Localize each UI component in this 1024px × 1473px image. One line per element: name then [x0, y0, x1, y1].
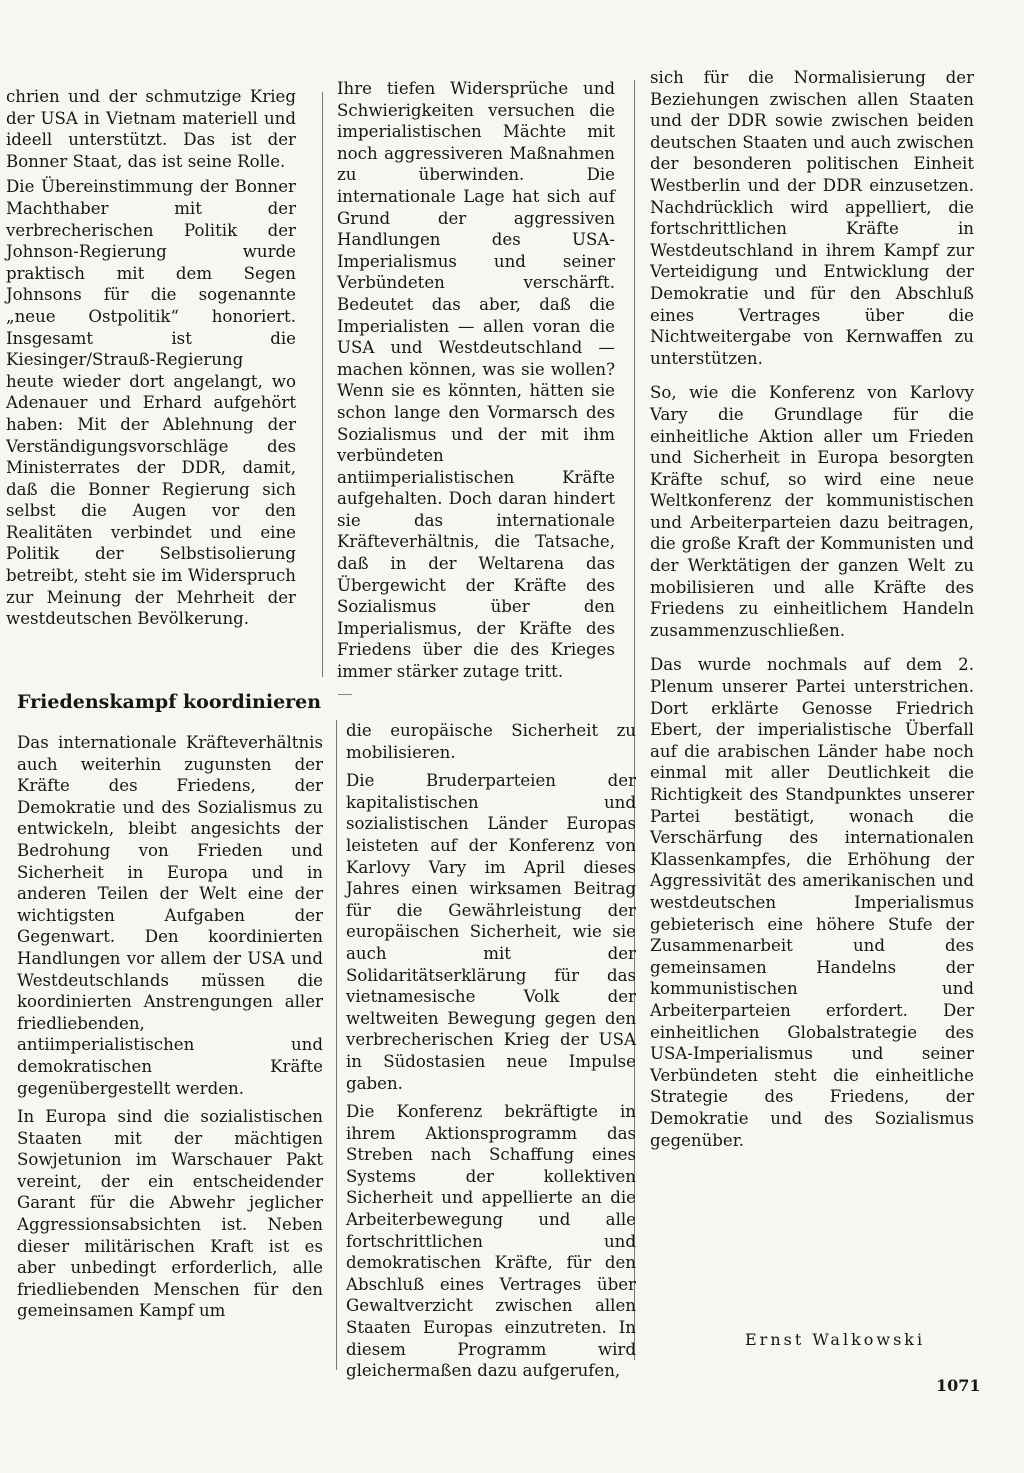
author-signature: Ernst Walkowski — [745, 1330, 926, 1349]
column-2-bottom — [346, 720, 636, 1389]
column-3 — [650, 67, 974, 1158]
page-number: 1071 — [936, 1376, 981, 1395]
column-rule-left-bottom — [336, 720, 337, 1370]
paragraph: Die Bruderparteien der kapitalistischen und sozialistischen Länder Europas leisteten auf der Konferenz von Karlovy Vary im April dieses Jahres einen wirksamen Beitrag für die Gewährleistung der europäischen Sicherheit, wie sie auch mit der Solidaritätserklärung für das vietnamesische Volk der weltweiten Bewegung gegen den verbrecherischen Krieg der USA in Südostasien neue Impulse gaben. — [346, 771, 636, 1093]
paragraph: Ihre tiefen Widersprüche und Schwierigkeiten versuchen die imperialistischen Mächte mit noch aggressiveren Maßnahmen zu überwinden. Die internationale Lage hat sich auf Grund der aggressiven Handlungen des USA-Imperialismus und seiner Verbündeten verschärft. Bedeutet das aber, daß die Imperialisten — allen voran die USA und Westdeutschland — machen können, was sie wollen? Wenn sie es könnten, hätten sie schon lange den Vormarsch des Sozialismus und der mit ihm verbündeten antiimperialistischen Kräfte aufgehalten. Doch daran hindert sie das internationale Kräfteverhältnis, die Tatsache, daß in der Weltarena das Übergewicht der Kräfte des Sozialismus über den Imperialismus, der Kräfte des Friedens über die des Krieges immer stärker zutage tritt. — [337, 79, 615, 682]
paragraph: In Europa sind die sozialistischen Staaten mit der mächtigen Sowjetunion im Warschauer Pakt vereint, der ein entscheidender Garant für die Abwehr jeglicher Aggressionsabsichten ist. Neben dieser militärischen Kraft ist es aber unbedingt erforderlich, alle friedliebenden Menschen für den gemeinsamen Kampf um — [17, 1107, 323, 1321]
paragraph: die europäische Sicherheit zu mobilisieren. — [346, 721, 636, 762]
column-1-top — [6, 86, 296, 637]
section-heading: Friedenskampf koordinieren — [17, 691, 322, 713]
column-1-bottom — [17, 732, 323, 1329]
paragraph: sich für die Normalisierung der Beziehungen zwischen allen Staaten und der DDR sowie zwischen beiden deutschen Staaten und auch zwischen der besonderen politischen Einheit Westberlin und der DDR einzusetzen. Nachdrücklich wird appelliert, die fortschrittlichen Kräfte in Westdeutschland in ihrem Kampf zur Verteidigung und Entwicklung der Demokratie und für den Abschluß eines Vertrages über die Nichtweitergabe von Kernwaffen zu unterstützen. — [650, 68, 974, 368]
paragraph: Die Übereinstimmung der Bonner Machthaber mit der verbrecherischen Politik der Johnson-Regierung wurde praktisch mit dem Segen Johnsons für die sogenannte „neue Ostpolitik“ honoriert. Insgesamt ist die Kiesinger/Strauß-Regierung heute wieder dort angelangt, wo Adenauer und Erhard aufgehört haben: Mit der Ablehnung der Verständigungsvorschläge des Ministerrates der DDR, damit, daß die Bonner Regierung sich selbst die Augen vor den Realitäten verbindet und eine Politik der Selbstisolierung betreibt, steht sie im Widerspruch zur Meinung der Mehrheit der westdeutschen Bevölkerung. — [6, 177, 296, 629]
paragraph: Das internationale Kräfteverhältnis auch weiterhin zugunsten der Kräfte des Friedens, der Demokratie und des Sozialismus zu entwickeln, bleibt angesichts der Bedrohung von Frieden und Sicherheit in Europa und in anderen Teilen der Welt eine der wichtigsten Aufgaben der Gegenwart. Den koordinierten Handlungen vor allem der USA und Westdeutschlands müssen die koordinierten Anstrengungen aller friedliebenden, antiimperialistischen und demokratischen Kräfte gegenübergestellt werden. — [17, 733, 323, 1098]
paragraph: Die Konferenz bekräftigte in ihrem Aktionsprogramm das Streben nach Schaffung eines Systems der kollektiven Sicherheit und appellierte an die Arbeiterbewegung und alle fortschrittlichen und demokratischen Kräfte, für den Abschluß eines Vertrages über Gewaltverzicht zwischen allen Staaten Europas einzutreten. In diesem Programm wird gleichermaßen dazu aufgerufen, — [346, 1102, 636, 1381]
column-2-top — [337, 78, 615, 690]
column-rule-left-top — [322, 92, 323, 677]
section-rule — [338, 694, 352, 695]
paragraph: Das wurde nochmals auf dem 2. Plenum unserer Partei unterstrichen. Dort erklärte Genosse Friedrich Ebert, der imperialistische Überfall auf die arabischen Länder habe noch einmal mit aller Deutlichkeit die Richtigkeit des Standpunktes unserer Partei bestätigt, wonach die Verschärfung des internationalen Klassenkampfes, die Erhöhung der Aggressivität des amerikanischen und westdeutschen Imperialismus gebieterisch eine höhere Stufe der Zusammenarbeit und des gemeinsamen Handelns der kommunistischen und Arbeiterparteien erfordert. Der einheitlichen Globalstrategie des USA-Imperialismus und seiner Verbündeten steht die einheitliche Strategie des Friedens, der Demokratie und des Sozialismus gegenüber. — [650, 655, 974, 1150]
paragraph: So, wie die Konferenz von Karlovy Vary die Grundlage für die einheitliche Aktion aller um Frieden und Sicherheit in Europa besorgten Kräfte schuf, so wird eine neue Weltkonferenz der kommunistischen und Arbeiterparteien dazu beitragen, die große Kraft der Kommunisten und der Werktätigen der ganzen Welt zu mobilisieren und alle Kräfte des Friedens zu einheitlichem Handeln zusammenzuschließen. — [650, 383, 974, 640]
paragraph: chrien und der schmutzige Krieg der USA in Vietnam materiell und ideell unterstützt. Das ist der Bonner Staat, das ist seine Rolle. — [6, 87, 296, 171]
